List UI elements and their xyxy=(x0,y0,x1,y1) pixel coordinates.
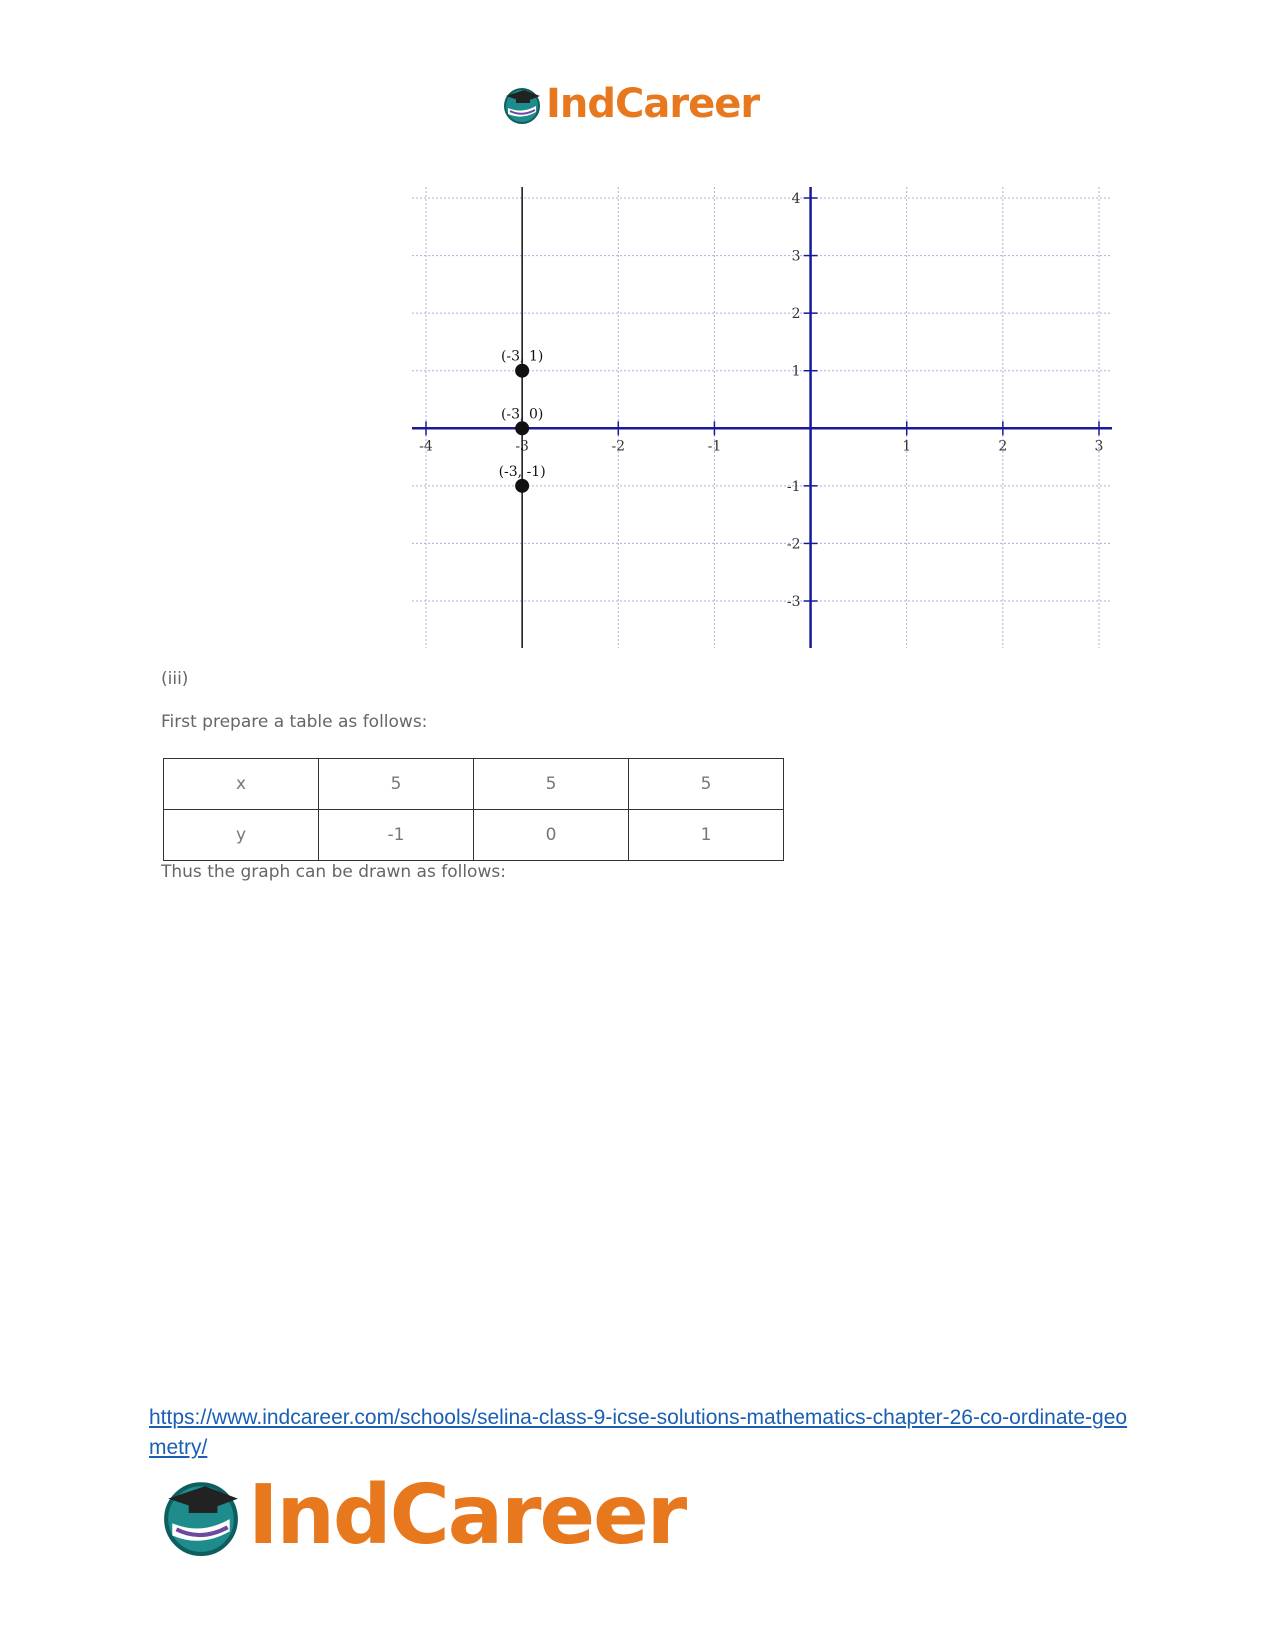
logo-text: IndCareer xyxy=(546,81,760,127)
data-point xyxy=(515,364,529,378)
y-tick-label: 3 xyxy=(791,248,801,265)
x-tick-label: -4 xyxy=(419,438,433,455)
logo-footer xyxy=(160,1467,686,1563)
data-point xyxy=(515,479,529,493)
table-cell: 1 xyxy=(629,810,784,861)
x-tick-label: 2 xyxy=(998,438,1008,455)
part-label: (iii) xyxy=(161,669,189,689)
y-tick-label: 2 xyxy=(791,306,801,323)
table-cell: y xyxy=(164,810,319,861)
y-tick-label: -2 xyxy=(786,536,801,553)
data-label: (-3, 0) xyxy=(500,406,544,423)
source-link[interactable]: https://www.indcareer.com/schools/selina-class-9-icse-solutions-mathematics-chapter-26-co-ordinate-geometry/ xyxy=(149,1406,1128,1459)
data-point xyxy=(515,421,529,435)
table-row xyxy=(164,810,784,861)
logo-text: IndCareer xyxy=(248,1467,686,1563)
x-tick-label: -3 xyxy=(515,438,529,455)
table-row xyxy=(164,759,784,810)
coordinate-graph xyxy=(0,0,1275,660)
table-cell: 5 xyxy=(474,759,629,810)
x-tick-label: 3 xyxy=(1094,438,1104,455)
table-cell: x xyxy=(164,759,319,810)
values-table xyxy=(163,758,784,861)
table-cell: 5 xyxy=(629,759,784,810)
data-label: (-3, -1) xyxy=(498,463,546,480)
x-tick-label: -1 xyxy=(707,438,722,455)
intro-text: First prepare a table as follows: xyxy=(161,712,428,732)
y-tick-label: -1 xyxy=(786,478,801,495)
outro-text: Thus the graph can be drawn as follows: xyxy=(161,862,506,882)
table-cell: 0 xyxy=(474,810,629,861)
table-cell: 5 xyxy=(319,759,474,810)
x-tick-label: -2 xyxy=(611,438,626,455)
table-cell: -1 xyxy=(319,810,474,861)
x-tick-label: 1 xyxy=(902,438,912,455)
y-tick-label: 1 xyxy=(791,363,801,380)
graduation-globe-icon xyxy=(160,1474,242,1556)
y-tick-label: -3 xyxy=(786,594,801,610)
y-tick-label: 4 xyxy=(791,191,801,207)
data-label: (-3, 1) xyxy=(500,348,544,365)
